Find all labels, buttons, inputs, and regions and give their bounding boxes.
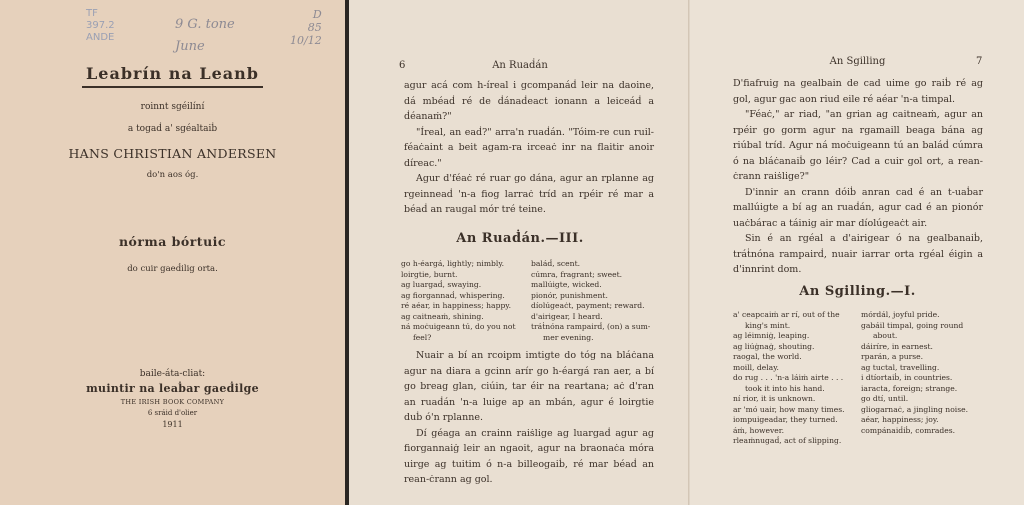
glossary-entry: dáiríre, in earnest. [861,341,933,351]
shelfmark-stamp: TF 397.2 ANDE [86,8,115,43]
glossary-entry: rleaṁnugaḋ, act of slipping. [733,436,842,445]
glossary-entry: i dtíortaiḃ, in countries. [861,373,953,382]
paragraph: agur acá com h-íreal i gcompanáḋ leir na daoine, dá mbéaḋ ré de ḋánaḋeact ionann a leiceáḋ a ḋéanaṁ?" [404,80,654,122]
paragraph: Nuair a bí an rcoipm imtigte do tóg na bláċana agur na diara a gcinn arír go h-éargá ran aer, a bí go breag glan, ciúin, tar éir na reartana; aċ d'ran an ruaḋán 'n-a luige ap an mbán, agur é loirgtie duḃ ó'n rplanne. [404,350,654,423]
body-text-top [404,78,654,218]
publisher-street: 6 sráid d'olier [147,409,198,417]
section-heading: An Sgilling.—I. [799,284,916,299]
glossary-entry: ag tuctal, travelling. [861,362,940,372]
paragraph: Dí géaga an crainn raiṡlige ag luargaḋ agur ag fiorgannaiġ leir an ngaoit, agur na braonaċa móra uirge ag tuitim ó n-a billeogaiḃ, ré mar béaḋ an rean-ċrann ag gol. [404,427,654,485]
translator-name: nórma bórtuic [118,234,227,249]
publisher-company: THE IRISH BOOK COMPANY [120,398,225,406]
glossary-column-left [733,310,857,447]
glossary-entry: d'airigear, I heard. [531,311,603,321]
glossary-entry: mallúigte, wicked. [531,280,602,289]
paragraph: "Íreal, an eaḋ?" arra'n ruaḋán. "Tóim-re cun ruil-féaċaint a beit agam-ra irceaċ inr na flaitir anoir díreac." [404,126,654,169]
handwritten-date: D 85 10/12 [290,8,322,47]
glossary-entry: gliogarnaċ, a jingling noise. [861,404,969,414]
subtitle-line-1: roinnt sgéilíní [140,102,205,112]
glossary-entry: iompuigeadar, they turned. [733,415,838,424]
glossary-column-left [401,259,529,343]
glossary-entry: compánaiḋiḃ, comrades. [861,425,956,435]
glossary-entry: pionór, punishment. [531,290,608,300]
glossary-entry: took it into his hand. [745,383,825,393]
subtitle-line-3: do'n aos óg. [146,170,199,180]
body-text-bottom [404,348,654,488]
cover-page [0,0,345,505]
glossary-entry: a' ceapcaiṁ ar rí, out of the [733,310,840,319]
page-7 [691,0,1024,505]
paragraph: Agur d'féaċ ré ruar go dána, agur an rplanne ag rgeinneaḋ 'n-a fiog larraċ tríd an rpéir ré mar a béaḋ an raugal mór tré teine. [404,173,654,215]
translator-note: do cuir gaeḋilig orta. [127,264,218,274]
glossary-entry: about. [873,331,898,340]
glossary-entry: go dtí, until. [861,394,909,403]
glossary-column-right [861,310,985,436]
imprint-place: baile-áta-cliat: [139,369,206,379]
glossary-entry: mer evening. [543,332,594,342]
page-number: 7 [976,56,983,67]
running-head: An Sgilling [829,56,886,67]
running-head: An Ruaḋán [492,60,548,71]
paragraph: Sin é an rgéal a d'airigear ó na gealbanaiḃ, tráṫnóna rampairḋ, nuair iarrar orta rgéal éigin a d'innrint dom. [733,233,983,275]
glossary-entry: ní rior, it is unknown. [733,394,816,403]
page-6 [349,0,691,505]
glossary-entry: áṁ, however. [733,425,785,435]
glossary-entry: moill, delay. [733,362,779,372]
glossary-entry: loirgtie, burnt. [401,269,458,279]
glossary-entry: ar 'mó uair, how many times. [733,404,845,414]
glossary-column-right [531,259,661,343]
glossary-entry: ré aéar, in happiness; happy. [401,301,511,310]
glossary-entry: aéar, happiness; joy. [861,415,939,424]
glossary-entry: feel? [413,332,432,342]
handwritten-note: 9 G. tone June [175,17,235,54]
glossary-entry: ag léimniġ, leaping. [733,331,810,340]
glossary-entry: iaracta, foreign; strange. [861,383,958,393]
glossary-entry: ag luargaḋ, swaying. [401,280,482,289]
glossary-entry: raogal, the world. [733,352,802,361]
glossary-entry: king's mint. [745,320,791,330]
glossary-entry: gabáil timpal, going round [861,320,964,330]
glossary-entry: mórdál, joyful pride. [861,310,940,319]
subtitle-line-2: a togaḋ a' sgéaltaiḃ [127,124,218,134]
page-number: 6 [399,60,406,71]
glossary-entry: ag caitneaṁ, shining. [401,311,484,321]
glossary-entry: ná moċuigeann tú, do you not [401,322,516,331]
glossary-entry: tráṫnóna rampairḋ, (on) a sum- [531,322,651,331]
author-name: HANS CHRISTIAN ANDERSEN [68,146,277,161]
glossary-entry: cúmra, fragrant; sweet. [531,269,623,279]
glossary-entry: díolúgeaċt, payment; reward. [531,301,645,310]
section-heading: An Ruaḋán.—III. [456,231,584,246]
paragraph: D'fiafruig na gealbain de cad uime go raiḃ ré ag gol, agur gac aon riud eile ré aéar 'n-a timpal. [733,78,983,105]
glossary-entry: baláḋ, scent. [531,259,581,268]
body-text-top [733,76,983,278]
glossary-entry: ag liúġnaġ, shouting. [733,341,815,351]
glossary-entry: go h-éargá, lightly; nimbly. [401,259,505,268]
glossary-entry: do rug . . . 'n-a láiṁ airte . . . [733,373,844,382]
paragraph: "Féaċ," ar riad, "an grian ag caitneaṁ, agur an rpéir go gorm agur na rgamaill beaga bána ag riúbal tríd. Agur ná moċuigeann tú an baláḋ cúmra ó na bláċanaiḃ go léir? Cad a cuir gol ort, a rean-ċrann raiṡlige?" [733,109,983,182]
paragraph: D'innir an crann dóiḃ anran cad é an t-uaḃar mallúigte a bí ag an ruaḋán, agur cad é an pionór uaċbárac a táinig air mar díolúgeaċt air. [733,186,983,229]
publisher-name: muintir na leaḃar gaeḋilge [86,382,259,395]
glossary-entry: rparán, a purse. [861,352,924,361]
glossary-entry: ag fiorgannaḋ, whispering. [401,290,505,300]
book-title: Leabrín na Leanb [0,64,345,83]
publication-year: 1911 [162,420,183,429]
